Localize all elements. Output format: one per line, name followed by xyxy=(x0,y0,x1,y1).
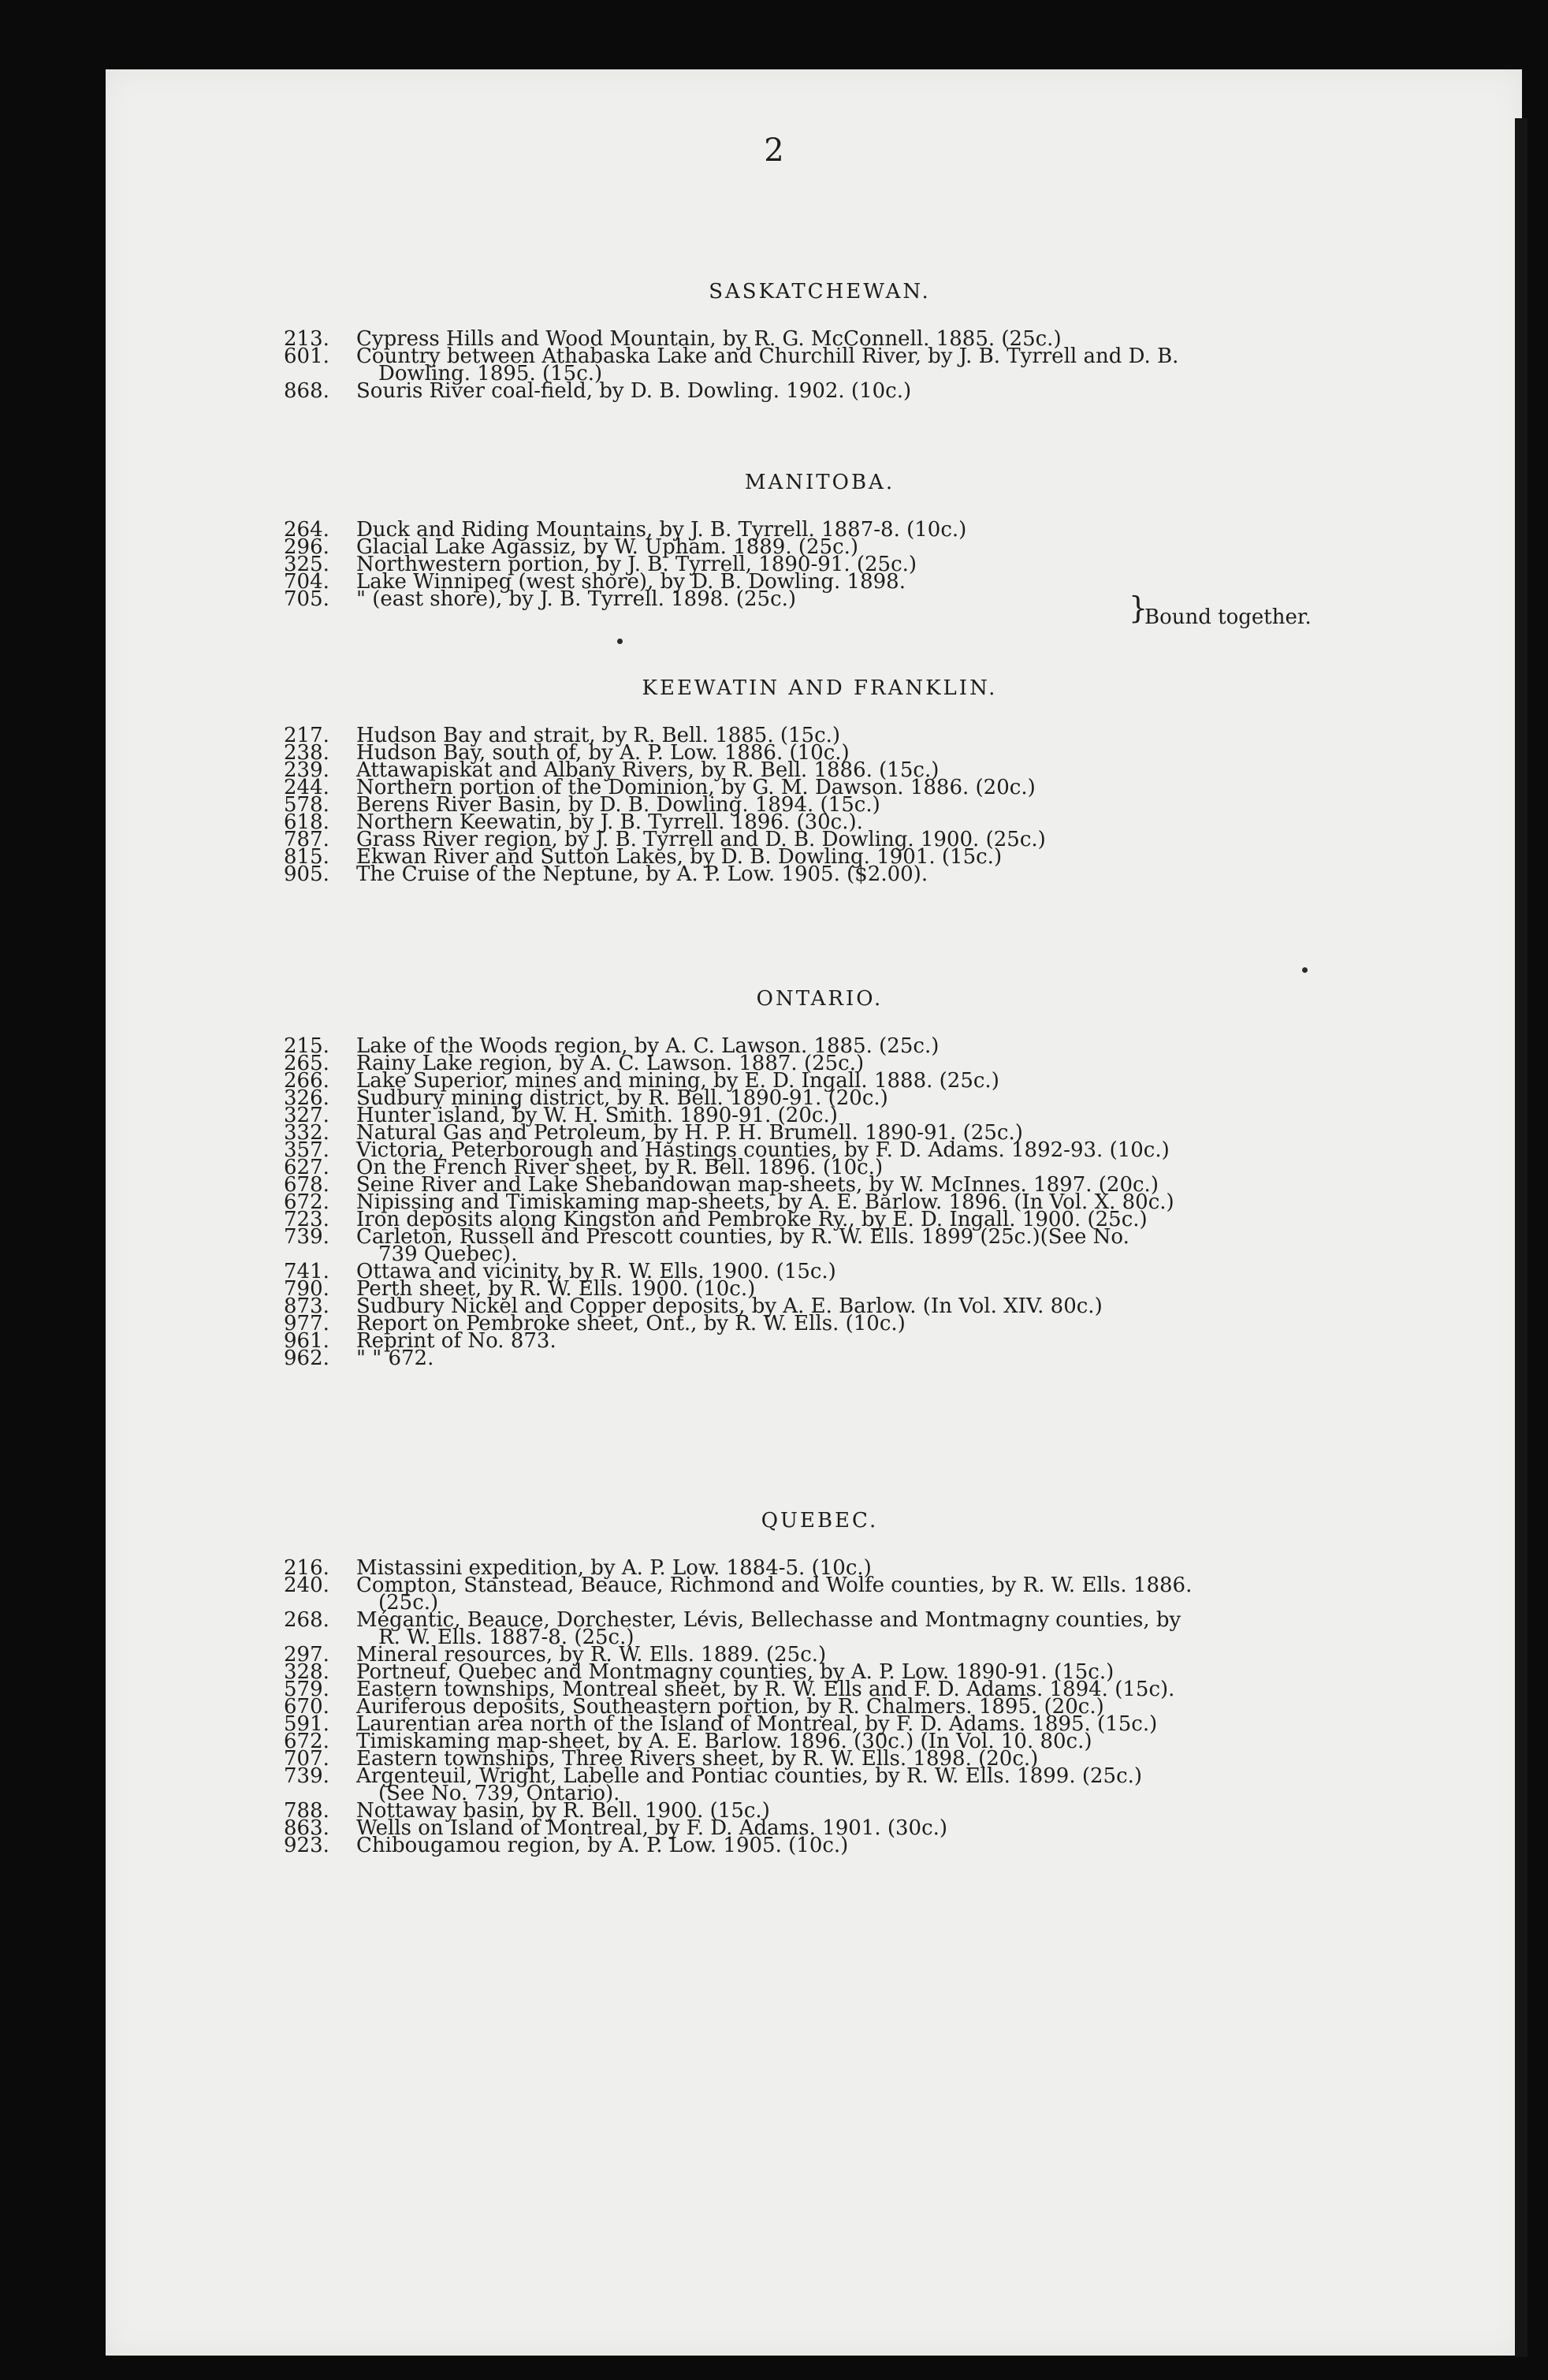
entry-number: 863. xyxy=(284,1816,329,1840)
entry-number: 923. xyxy=(284,1834,329,1857)
list-item xyxy=(284,1764,1387,1805)
entry-number: 216. xyxy=(284,1556,329,1580)
entry-number: 591. xyxy=(284,1712,329,1736)
entry-number: 873. xyxy=(284,1294,329,1318)
entry-text: Cypress Hills and Wood Mountain, by R. G. McConnell. 1885. (25c.) xyxy=(356,327,1062,351)
print-speck xyxy=(1302,967,1308,973)
list-item xyxy=(284,1346,1387,1370)
entry-number: 215. xyxy=(284,1034,329,1058)
entry-text: Northwestern portion, by J. B. Tyrrell, 1890-91. (25c.) xyxy=(356,553,917,576)
entry-text: Hudson Bay, south of, by A. P. Low. 1886. (10c.) xyxy=(356,741,850,765)
bound-together-note: Bound together. xyxy=(1144,605,1312,629)
entry-number: 905. xyxy=(284,862,329,886)
entry-number: 704. xyxy=(284,570,329,594)
entry-text: Argenteuil, Wright, Labelle and Pontiac counties, by R. W. Ells. 1899. (25c.) xyxy=(356,1764,1143,1788)
list-item xyxy=(284,1329,1387,1353)
entry-text: Sudbury Nickel and Copper deposits, by A. E. Barlow. (In Vol. XIV. 80c.) xyxy=(356,1294,1103,1318)
entry-number: 326. xyxy=(284,1086,329,1110)
entry-number: 328. xyxy=(284,1660,329,1684)
entry-text: Mistassini expedition, by A. P. Low. 1884-5. (10c.) xyxy=(356,1556,872,1580)
entry-text: Berens River Basin, by D. B. Dowling. 1894. (15c.) xyxy=(356,793,880,817)
entry-text: Northern Keewatin, by J. B. Tyrrell. 1896. (30c.). xyxy=(356,810,863,834)
entry-number: 788. xyxy=(284,1799,329,1823)
entry-number: 240. xyxy=(284,1574,329,1597)
entry-number: 739. xyxy=(284,1764,329,1788)
list-item xyxy=(284,1574,1387,1615)
list-item xyxy=(284,1608,1387,1649)
entry-number: 739. xyxy=(284,1225,329,1249)
section-heading: SASKATCHEWAN. xyxy=(709,280,931,304)
entry-text: Portneuf, Quebec and Montmagny counties, by A. P. Low. 1890-91. (15c.) xyxy=(356,1660,1114,1684)
entry-text: Mégantic, Beauce, Dorchester, Lévis, Bellechasse and Montmagny counties, by xyxy=(356,1608,1181,1632)
entry-text: Grass River region, by J. B. Tyrrell and D. B. Dowling. 1900. (25c.) xyxy=(356,828,1046,851)
entry-continuation: 739 Quebec). xyxy=(378,1242,518,1266)
entry-text: Souris River coal-field, by D. B. Dowling. 1902. (10c.) xyxy=(356,379,912,403)
list-item xyxy=(284,345,1387,385)
page-number: 2 xyxy=(764,132,784,169)
list-item xyxy=(284,379,1387,403)
bracket-brace: } xyxy=(1129,590,1148,625)
entry-number: 357. xyxy=(284,1138,329,1162)
entry-number: 790. xyxy=(284,1277,329,1301)
entry-text: Glacial Lake Agassiz, by W. Upham. 1889. (25c.) xyxy=(356,535,859,559)
list-item xyxy=(284,862,1387,886)
entry-text: Chibougamou region, by A. P. Low. 1905. (10c.) xyxy=(356,1834,849,1857)
entry-text: Hunter island, by W. H. Smith. 1890-91. (20c.) xyxy=(356,1104,838,1127)
entry-number: 239. xyxy=(284,758,329,782)
entry-text: " (east shore), by J. B. Tyrrell. 1898. (25c.) xyxy=(356,587,797,611)
list-item xyxy=(284,1834,1387,1857)
section-heading: ONTARIO. xyxy=(756,987,884,1011)
entry-number: 264. xyxy=(284,518,329,542)
entry-text: Victoria, Peterborough and Hastings counties, by F. D. Adams. 1892-93. (10c.) xyxy=(356,1138,1170,1162)
entry-number: 296. xyxy=(284,535,329,559)
entry-text: Nipissing and Timiskaming map-sheets, by A. E. Barlow. 1896. (In Vol. X. 80c.) xyxy=(356,1190,1174,1214)
entry-number: 672. xyxy=(284,1730,329,1753)
entry-text: On the French River sheet, by R. Bell. 1896. (10c.) xyxy=(356,1156,884,1179)
entry-text: Country between Athabaska Lake and Churchill River, by J. B. Tyrrell and D. B. xyxy=(356,345,1179,368)
entry-number: 977. xyxy=(284,1312,329,1335)
entry-text: Natural Gas and Petroleum, by H. P. H. Brumell. 1890-91. (25c.) xyxy=(356,1121,1023,1145)
entry-text: Timiskaming map-sheet, by A. E. Barlow. 1896. (30c.) (In Vol. 10. 80c.) xyxy=(356,1730,1092,1753)
entry-text: Lake Superior, mines and mining, by E. D. Ingall. 1888. (25c.) xyxy=(356,1069,999,1093)
entry-number: 266. xyxy=(284,1069,329,1093)
entry-number: 627. xyxy=(284,1156,329,1179)
section-quebec xyxy=(284,1509,1387,1857)
section-manitoba xyxy=(284,471,1387,611)
entry-text: Ottawa and vicinity, by R. W. Ells. 1900. (15c.) xyxy=(356,1260,836,1283)
entry-text: Report on Pembroke sheet, Ont., by R. W. Ells. (10c.) xyxy=(356,1312,906,1335)
entry-number: 672. xyxy=(284,1190,329,1214)
entry-continuation: (25c.) xyxy=(378,1591,439,1615)
entry-number: 741. xyxy=(284,1260,329,1283)
section-heading: MANITOBA. xyxy=(744,471,895,494)
entry-text: Eastern townships, Three Rivers sheet, by R. W. Ells. 1898. (20c.) xyxy=(356,1747,1039,1771)
entry-text: Eastern townships, Montreal sheet, by R. W. Ells and F. D. Adams. 1894. (15c). xyxy=(356,1678,1175,1701)
entry-text: Nottaway basin, by R. Bell. 1900. (15c.) xyxy=(356,1799,770,1823)
entry-number: 217. xyxy=(284,724,329,747)
entry-text: Reprint of No. 873. xyxy=(356,1329,556,1353)
entry-text: Perth sheet, by R. W. Ells. 1900. (10c.) xyxy=(356,1277,756,1301)
entry-number: 787. xyxy=(284,828,329,851)
entry-text: Compton, Stanstead, Beauce, Richmond and Wolfe counties, by R. W. Ells. 1886. xyxy=(356,1574,1193,1597)
entry-continuation: Dowling. 1895. (15c.) xyxy=(378,362,603,385)
entry-text: Mineral resources, by R. W. Ells. 1889. (25c.) xyxy=(356,1643,827,1667)
entry-number: 723. xyxy=(284,1208,329,1231)
entry-text: Hudson Bay and strait, by R. Bell. 1885. (15c.) xyxy=(356,724,841,747)
print-speck xyxy=(617,639,623,644)
entry-text: Rainy Lake region, by A. C. Lawson. 1887. (25c.) xyxy=(356,1052,865,1075)
entry-text: Auriferous deposits, Southeastern portion, by R. Chalmers. 1895. (20c.) xyxy=(356,1695,1104,1719)
entry-text: Northern portion of the Dominion, by G. M. Dawson. 1886. (20c.) xyxy=(356,776,1036,799)
entry-number: 238. xyxy=(284,741,329,765)
entry-text: The Cruise of the Neptune, by A. P. Low. 1905. ($2.00). xyxy=(356,862,928,886)
entry-text: Carleton, Russell and Prescott counties, by R. W. Ells. 1899 (25c.)(See No. xyxy=(356,1225,1129,1249)
list-item xyxy=(284,1225,1387,1266)
entry-continuation: R. W. Ells. 1887-8. (25c.) xyxy=(378,1626,634,1649)
entry-text: Wells on Island of Montreal, by F. D. Adams. 1901. (30c.) xyxy=(356,1816,948,1840)
entry-number: 815. xyxy=(284,845,329,869)
entry-number: 578. xyxy=(284,793,329,817)
entry-text: Ekwan River and Sutton Lakes, by D. B. Dowling. 1901. (15c.) xyxy=(356,845,1003,869)
entry-text: Attawapiskat and Albany Rivers, by R. Bell. 1886. (15c.) xyxy=(356,758,940,782)
entry-text: Duck and Riding Mountains, by J. B. Tyrrell. 1887-8. (10c.) xyxy=(356,518,967,542)
section-saskatchewan xyxy=(284,280,1387,403)
entry-number: 868. xyxy=(284,379,329,403)
entry-text: Lake Winnipeg (west shore), by D. B. Dowling. 1898. xyxy=(356,570,906,594)
entry-number: 297. xyxy=(284,1643,329,1667)
entry-number: 707. xyxy=(284,1747,329,1771)
page-edge-shadow xyxy=(1515,118,1528,2357)
entry-number: 332. xyxy=(284,1121,329,1145)
entry-number: 579. xyxy=(284,1678,329,1701)
entry-number: 618. xyxy=(284,810,329,834)
entry-text: " " 672. xyxy=(356,1346,434,1370)
entry-text: Iron deposits along Kingston and Pembroke Ry., by E. D. Ingall. 1900. (25c.) xyxy=(356,1208,1148,1231)
entry-number: 327. xyxy=(284,1104,329,1127)
entry-number: 268. xyxy=(284,1608,329,1632)
entry-number: 244. xyxy=(284,776,329,799)
entry-text: Lake of the Woods region, by A. C. Lawson. 1885. (25c.) xyxy=(356,1034,940,1058)
entry-number: 265. xyxy=(284,1052,329,1075)
entry-number: 670. xyxy=(284,1695,329,1719)
entry-number: 678. xyxy=(284,1173,329,1197)
section-heading: QUEBEC. xyxy=(761,1509,879,1533)
section-ontario xyxy=(284,987,1387,1370)
section-heading: KEEWATIN AND FRANKLIN. xyxy=(642,676,998,700)
entry-continuation: (See No. 739, Ontario). xyxy=(378,1782,620,1805)
entry-number: 601. xyxy=(284,345,329,368)
entry-number: 962. xyxy=(284,1346,329,1370)
entry-number: 705. xyxy=(284,587,329,611)
section-keewatin-franklin xyxy=(284,676,1387,886)
entry-number: 961. xyxy=(284,1329,329,1353)
entry-number: 325. xyxy=(284,553,329,576)
entry-text: Sudbury mining district, by R. Bell. 1890-91. (20c.) xyxy=(356,1086,888,1110)
entry-number: 213. xyxy=(284,327,329,351)
entry-text: Seine River and Lake Shebandowan map-sheets, by W. McInnes. 1897. (20c.) xyxy=(356,1173,1159,1197)
entry-text: Laurentian area north of the Island of Montreal, by F. D. Adams. 1895. (15c.) xyxy=(356,1712,1158,1736)
